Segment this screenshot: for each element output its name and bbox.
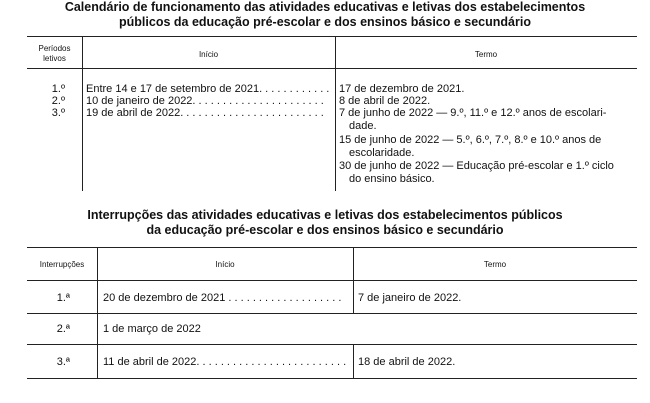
table1-header-periodos-line2: letivos bbox=[43, 54, 66, 63]
table2-header-inicio: Início bbox=[215, 260, 235, 269]
table2-title-line1: Interrupções das atividades educativas e letivas dos estabelecimentos públicos bbox=[87, 208, 563, 222]
table1-inicio-3: 19 de abril de 2022. . . . . . . . . . . . . . . . . . . . . . . . bbox=[86, 107, 324, 119]
table1-header-border bbox=[27, 68, 637, 69]
table2-row2-label: 2.ª bbox=[56, 323, 70, 335]
table1-period-3: 3.º bbox=[51, 107, 65, 119]
table1-header-periodos-line1: Períodos bbox=[38, 44, 71, 53]
table2-title-line2: da educação pré-escolar e dos ensinos básico e secundário bbox=[146, 223, 504, 237]
table2-header-termo: Termo bbox=[483, 260, 507, 269]
table2-header-border bbox=[27, 280, 637, 281]
table1-inicio-1: Entre 14 e 17 de setembro de 2021. . . . . . . . . . . . bbox=[86, 83, 330, 95]
table1-header-termo: Termo bbox=[474, 50, 498, 59]
table2-col-divider-2a bbox=[353, 247, 354, 313]
table2-top-border bbox=[27, 247, 637, 248]
table1-termo-3c-line2: do ensino básico. bbox=[349, 173, 435, 185]
table1-col-divider-1 bbox=[82, 36, 83, 191]
table1-header-inicio: Início bbox=[198, 50, 219, 59]
table2-row3-termo: 18 de abril de 2022. bbox=[358, 356, 456, 368]
table1-top-border bbox=[27, 36, 637, 37]
table1-termo-3b-line1: 15 de junho de 2022 — 5.º, 6.º, 7.º, 8.º e 10.º anos de bbox=[339, 134, 602, 146]
table1-period-2: 2.º bbox=[51, 95, 65, 107]
table1-termo-1: 17 de dezembro de 2021. bbox=[339, 83, 465, 95]
table2-row1-border bbox=[27, 313, 637, 314]
table2-row1-inicio: 20 de dezembro de 2021 . . . . . . . . . . . . . . . . . . . bbox=[103, 292, 342, 304]
table2-row3-inicio: 11 de abril de 2022. . . . . . . . . . . . . . . . . . . . . . . . . bbox=[103, 356, 347, 368]
table1-col-divider-2 bbox=[335, 36, 336, 191]
table1-inicio-2: 10 de janeiro de 2022. . . . . . . . . . . . . . . . . . . . . . bbox=[86, 95, 324, 107]
table2-row1-label: 1.ª bbox=[56, 292, 70, 304]
table2-col-divider-2b bbox=[353, 344, 354, 378]
table1-title-line1: Calendário de funcionamento das atividades educativas e letivas dos estabelecimentos bbox=[64, 0, 586, 14]
table2-bottom-border bbox=[27, 378, 637, 379]
table2-header-interrupcoes: Interrupções bbox=[39, 260, 85, 269]
table2-row2-inicio: 1 de março de 2022 bbox=[103, 323, 201, 335]
table1-period-1: 1.º bbox=[51, 83, 65, 95]
table2-row3-label: 3.ª bbox=[56, 356, 70, 368]
table1-termo-3c-line1: 30 de junho de 2022 — Educação pré-escolar e 1.º ciclo bbox=[339, 160, 614, 172]
table1-header-periodos bbox=[27, 44, 82, 64]
table1-termo-3a-line1: 7 de junho de 2022 — 9.º, 11.º e 12.º anos de escolari- bbox=[339, 107, 607, 119]
table1-termo-2: 8 de abril de 2022. bbox=[339, 95, 431, 107]
table2-row1-termo: 7 de janeiro de 2022. bbox=[358, 292, 462, 304]
table2-row2-border bbox=[27, 344, 637, 345]
table1-termo-3a-line2: dade. bbox=[349, 120, 377, 132]
table1-termo-3b-line2: escolaridade. bbox=[349, 147, 415, 159]
table1-title-line2: públicos da educação pré-escolar e dos ensinos básico e secundário bbox=[119, 15, 531, 29]
